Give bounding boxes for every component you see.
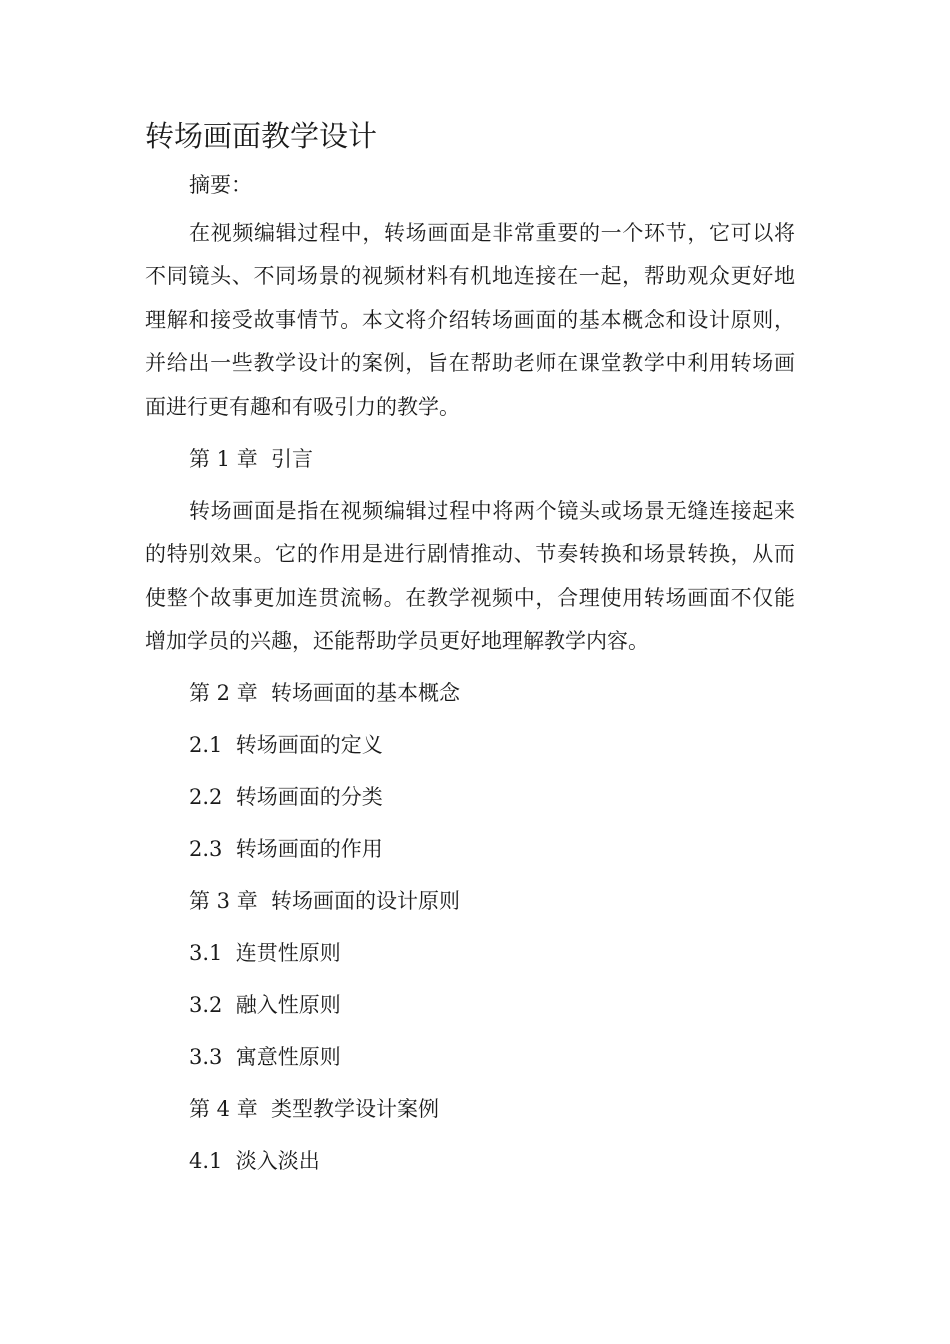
outline-item: 2.2 转场画面的分类 (189, 785, 383, 809)
outline-item: 3.1 连贯性原则 (189, 941, 341, 965)
abstract-label: 摘要： (189, 173, 252, 197)
outline-item: 4.1 淡入淡出 (189, 1149, 320, 1173)
outline-item: 2.1 转场画面的定义 (189, 733, 383, 757)
outline-list (145, 672, 795, 1184)
abstract-paragraph: 在视频编辑过程中，转场画面是非常重要的一个环节，它可以将不同镜头、不同场景的视频材料有机地连接在一起，帮助观众更好地理解和接受故事情节。本文将介绍转场画面的基本概念和设计原则，并给出一些教学设计的案例，旨在帮助老师在课堂教学中利用转场画面进行更有趣和有吸引力的教学。 (145, 220, 795, 419)
outline-item: 第 2 章 转场画面的基本概念 (189, 681, 461, 705)
outline-item: 2.3 转场画面的作用 (189, 837, 383, 861)
outline-item: 第 3 章 转场画面的设计原则 (189, 889, 461, 913)
document-title: 转场画面教学设计 (145, 119, 378, 153)
chapter-1-heading: 第 1 章 引言 (189, 446, 314, 471)
outline-item: 第 4 章 类型教学设计案例 (189, 1097, 440, 1121)
document-page (145, 112, 795, 1192)
outline-item: 3.2 融入性原则 (189, 993, 341, 1017)
outline-item: 3.3 寓意性原则 (189, 1045, 341, 1069)
chapter-1-paragraph: 转场画面是指在视频编辑过程中将两个镜头或场景无缝连接起来的特别效果。它的作用是进行剧情推动、节奏转换和场景转换，从而使整个故事更加连贯流畅。在教学视频中，合理使用转场画面不仅能增加学员的兴趣，还能帮助学员更好地理解教学内容。 (145, 498, 795, 653)
